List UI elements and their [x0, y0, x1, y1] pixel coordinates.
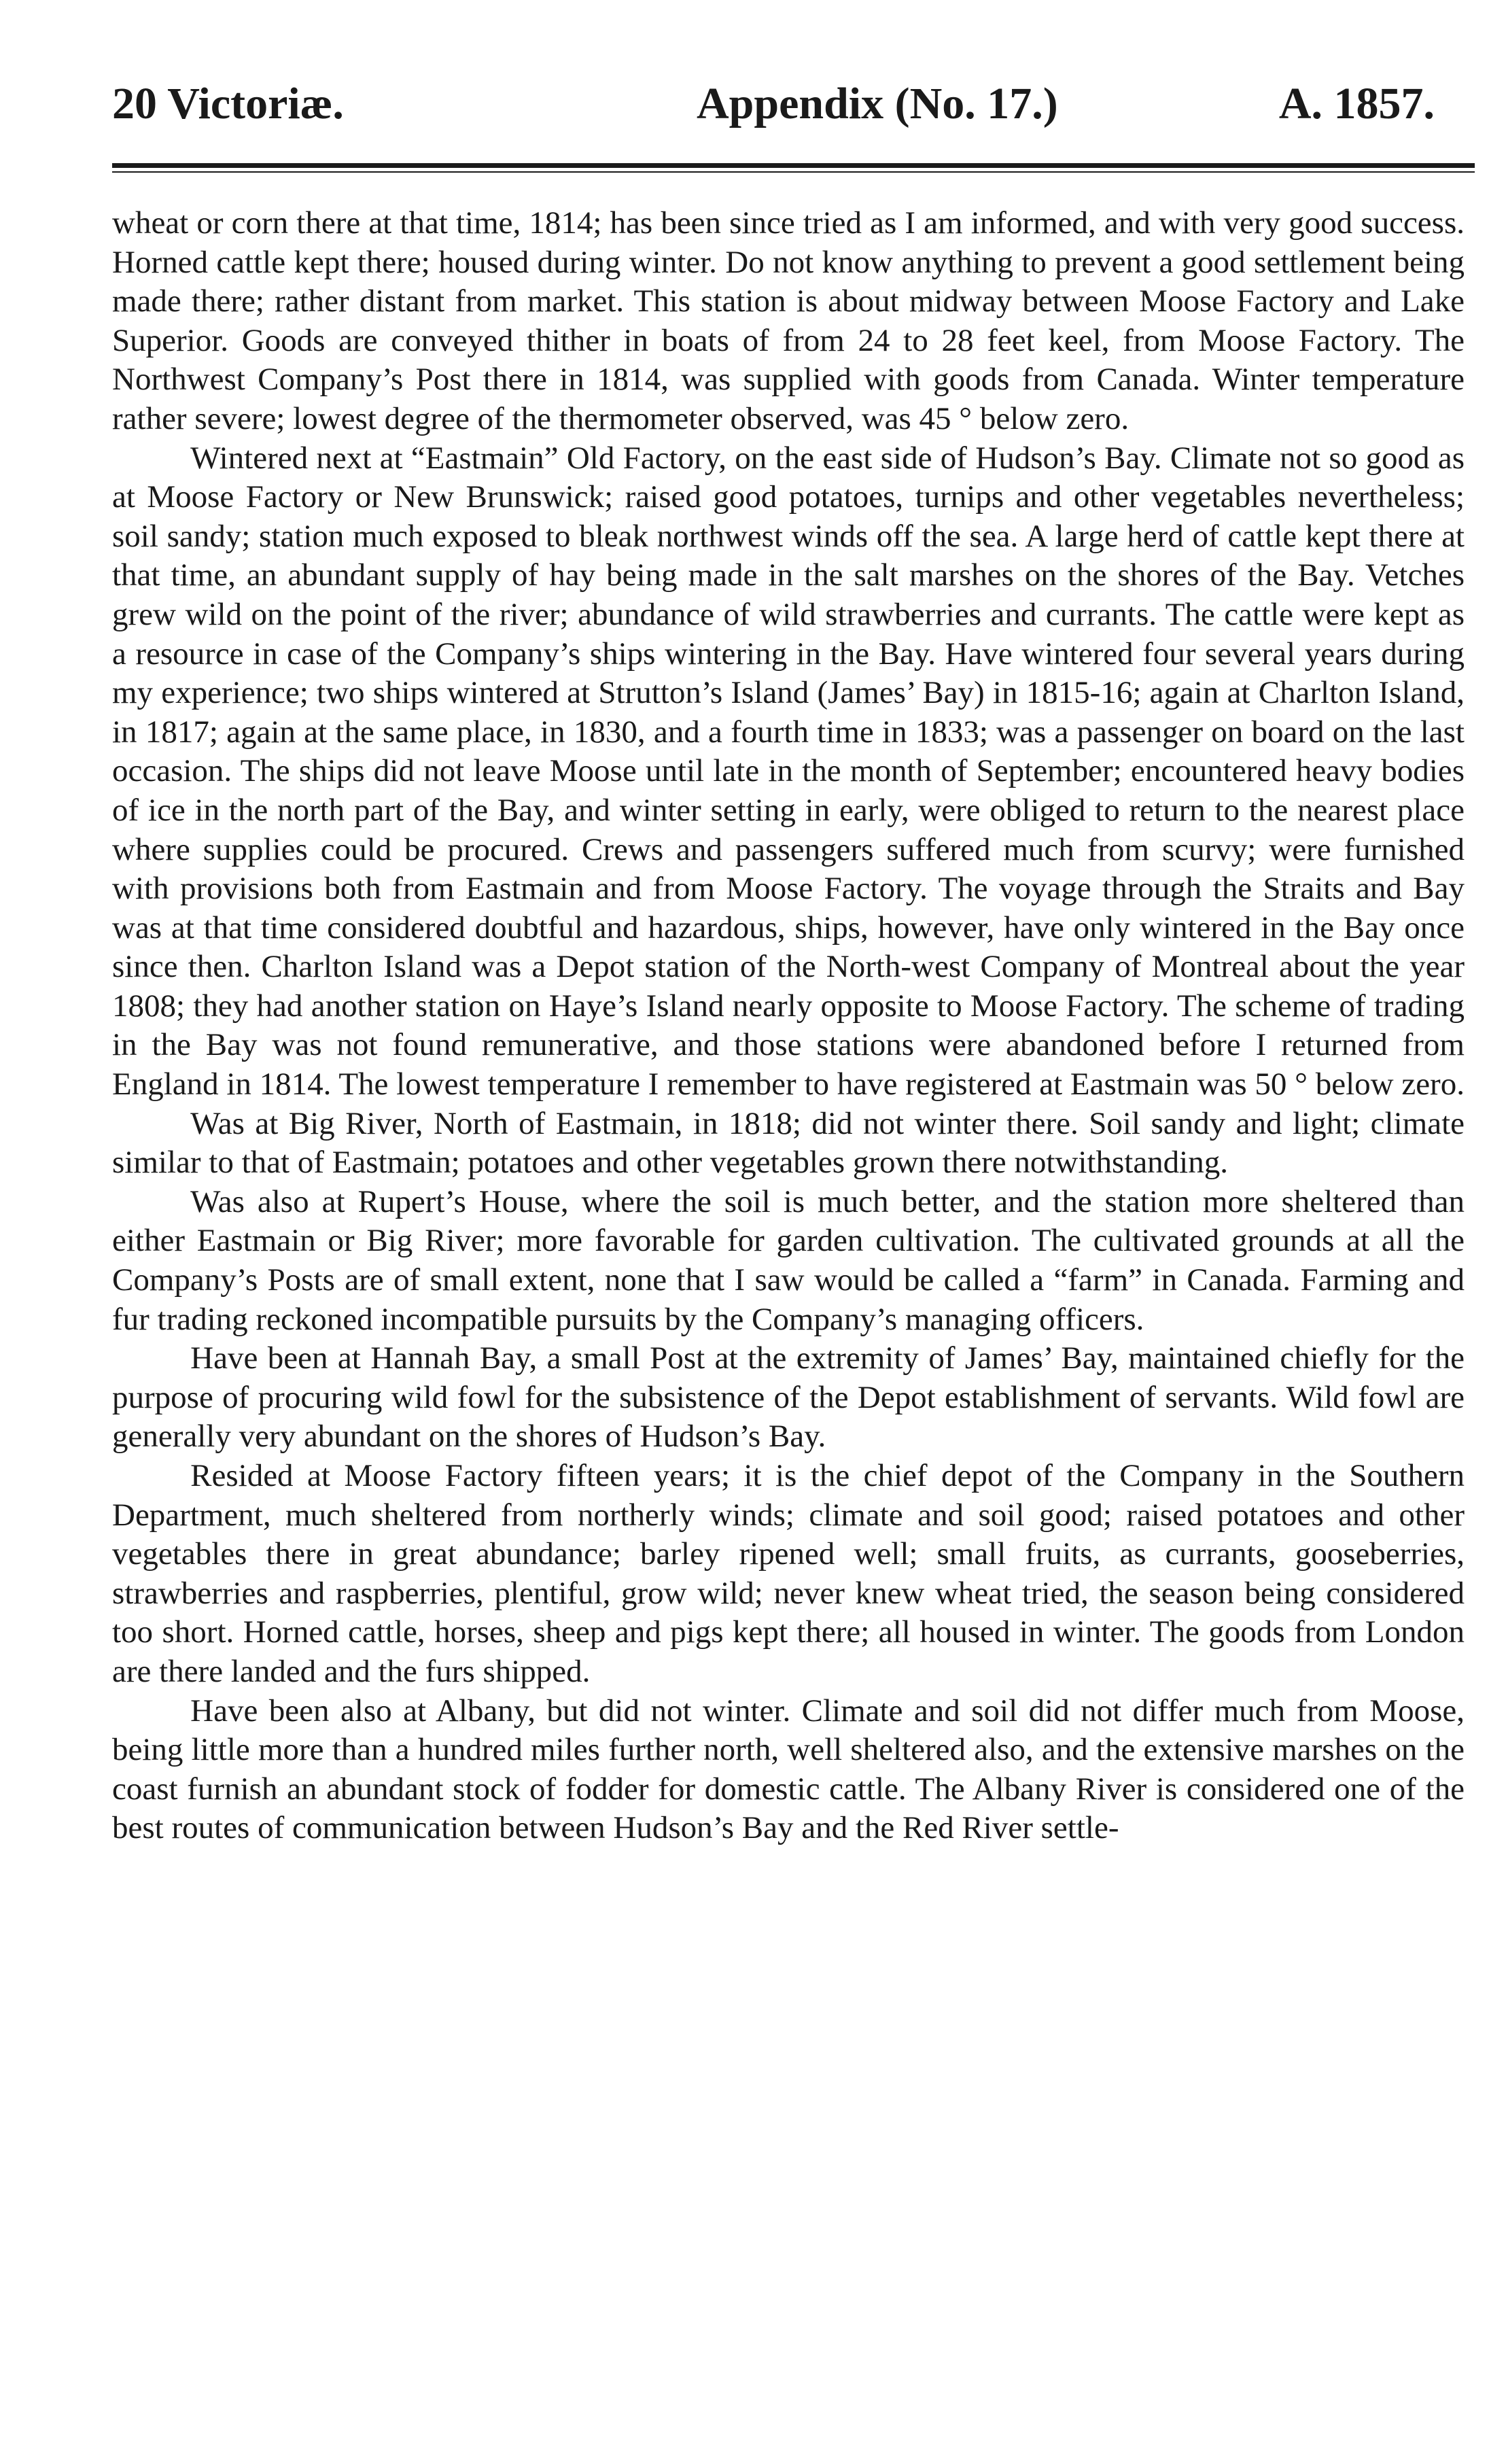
paragraph-hannah-bay: Have been at Hannah Bay, a small Post at the extremity of James’ Bay, maintained chiefly for the purpose of procuring wild fowl for the subsistence of the Depot establishment of servants. Wild fowl are generally very abundant on the shores of Hudson’s Bay. [112, 1340, 1465, 1455]
header-session: 20 Victoriæ. [112, 79, 344, 128]
running-header [112, 73, 1475, 135]
paragraph-albany: Have been also at Albany, but did not winter. Climate and soil did not differ much from Moose, being little more than a hundred miles further north, well sheltered also, and the extensive marshes on the coast furnish an abundant stock of fodder for domestic cattle. The Albany River is considered one of the best routes of communication between Hudson’s Bay and the Red River settle- [112, 1693, 1465, 1846]
paragraph-eastmain: Wintered next at “Eastmain” Old Factory, on the east side of Hudson’s Bay. Climate not so good as at Moose Factory or New Brunswick; raised good potatoes, turnips and other vegetables nevertheless; soil sandy; station much exposed to bleak northwest winds off the sea. A large herd of cattle kept there at that time, an abundant supply of hay being made in the salt marshes on the shores of the Bay. Vetches grew wild on the point of the river; abundance of wild strawberries and currants. The cattle were kept as a resource in case of the Company’s ships wintering in the Bay. Have wintered four several years during my experience; two ships wintered at Strutton’s Island (James’ Bay) in 1815-16; again at Charlton Island, in 1817; again at the same place, in 1830, and a fourth time in 1833; was a passenger on board on the last occasion. The ships did not leave Moose until late in the month of September; encountered heavy bodies of ice in the north part of the Bay, and winter setting in early, were obliged to return to the nearest place where supplies could be procured. Crews and passengers suffered much from scurvy; were furnished with provisions both from Eastmain and from Moose Factory. The voyage through the Straits and Bay was at that time considered doubtful and hazardous, ships, however, have only wintered in the Bay once since then. Charlton Island was a Depot station of the North-west Company of Montreal about the year 1808; they had another station on Haye’s Island nearly opposite to Moose Factory. The scheme of trading in the Bay was not found remunerative, and those stations were abandoned before I returned from England in 1814. The lowest temperature I remember to have registered at Eastmain was 50 ° below zero. [112, 440, 1465, 1103]
body-text [112, 204, 1465, 1848]
header-rule-thin [112, 171, 1475, 173]
paragraph-moose-factory: Resided at Moose Factory fifteen years; it is the chief depot of the Company in the Southern Department, much sheltered from northerly winds; climate and soil good; raised potatoes and other vegetables there in great abundance; barley ripened well; small fruits, as currants, gooseberries, strawberries and raspberries, plentiful, grow wild; never knew wheat tried, the season being considered too short. Horned cattle, horses, sheep and pigs kept there; all housed in winter. The goods from London are there landed and the furs shipped. [112, 1458, 1465, 1689]
header-rule-thick [112, 163, 1475, 168]
paragraph-big-river: Was at Big River, North of Eastmain, in 1818; did not winter there. Soil sandy and light; climate similar to that of Eastmain; potatoes and other vegetables grown there notwithstanding. [112, 1105, 1465, 1181]
paragraph-continued: wheat or corn there at that time, 1814; has been since tried as I am informed, and with very good success. Horned cattle kept there; housed during winter. Do not know anything to prevent a good settlement being made there; rather distant from market. This station is about midway between Moose Factory and Lake Superior. Goods are conveyed thither in boats of from 24 to 28 feet keel, from Moose Factory. The Northwest Company’s Post there in 1814, was supplied with goods from Canada. Winter temperature rather severe; lowest degree of the thermometer observed, was 45 ° below zero. [112, 205, 1465, 436]
header-appendix: Appendix (No. 17.) [697, 79, 1058, 128]
header-year: A. 1857. [1278, 79, 1435, 128]
paragraph-ruperts-house: Was also at Rupert’s House, where the soil is much better, and the station more sheltered than either Eastmain or Big River; more favorable for garden cultivation. The cultivated grounds at all the Company’s Posts are of small extent, none that I saw would be called a “farm” in Canada. Farming and fur trading reckoned incompatible pursuits by the Company’s managing officers. [112, 1183, 1465, 1337]
